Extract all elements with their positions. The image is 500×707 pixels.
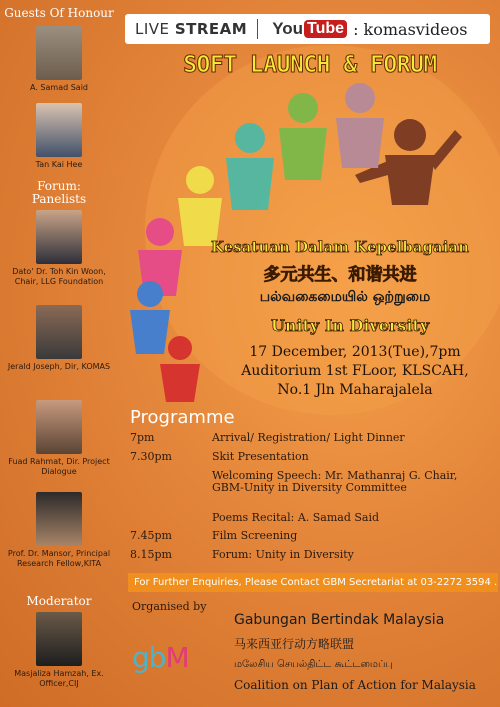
organiser-name-en: Gabungan Bertindak Malaysia xyxy=(234,612,445,628)
speaker-sidebar xyxy=(0,0,118,707)
theme-english: Unity In Diversity xyxy=(270,316,430,335)
youtube-channel: : komasvideos xyxy=(353,19,468,39)
speaker-name: Jerald Joseph, Dir, KOMAS xyxy=(7,362,111,371)
event-address: No.1 Jln Maharajalela xyxy=(277,382,433,398)
banner-divider xyxy=(257,19,258,39)
organiser-names xyxy=(234,612,494,692)
programme-desc: Poems Recital: A. Samad Said xyxy=(212,511,380,524)
guests-heading: Guests Of Honour xyxy=(4,6,114,20)
organised-by-label: Organised by xyxy=(132,600,207,613)
theme-malay: Kesatuan Dalam Kepelbagaian xyxy=(210,238,470,256)
speaker-name: Masjaliza Hamzah, Ex. Officer,CIJ xyxy=(14,669,104,688)
speaker-photo xyxy=(36,400,82,454)
enquiry-bar: For Further Enquiries, Please Contact GBM Secretariat at 03-2272 3594 . xyxy=(128,573,498,592)
speaker-photo xyxy=(36,492,82,546)
programme-time: 7.45pm xyxy=(130,529,172,542)
speaker-card xyxy=(0,305,118,372)
speaker-name: Fuad Rahmat, Dir. Project Dialogue xyxy=(8,457,110,476)
organiser-name-zh: 马来西亚行动方略联盟 xyxy=(234,637,355,651)
live-stream-banner xyxy=(125,14,490,44)
theme-tamil: பல்வகைமையில் ஒற்றுமை xyxy=(259,289,431,305)
programme-desc: Forum: Unity in Diversity xyxy=(212,548,354,561)
speaker-card xyxy=(0,492,118,569)
speaker-photo xyxy=(36,26,82,80)
programme-time: 7pm xyxy=(130,431,155,444)
organiser-name-ta: மலேசிய செயல்திட்ட கூட்டமைப்பு xyxy=(234,659,393,670)
programme-desc: Film Screening xyxy=(212,529,298,542)
event-venue: Auditorium 1st FLoor, KLSCAH, xyxy=(241,363,469,379)
speaker-name: Prof. Dr. Mansor, Principal Research Fellow,KITA xyxy=(7,549,111,568)
youtube-logo-you: You xyxy=(272,19,304,38)
speaker-name: A. Samad Said xyxy=(30,83,88,92)
speaker-name: Dato' Dr. Toh Kin Woon, Chair, LLG Foundation xyxy=(12,267,106,286)
programme-heading: Programme xyxy=(130,407,235,428)
programme-desc: Welcoming Speech: Mr. Mathanraj G. Chair, GBM-Unity in Diversity Committee xyxy=(212,469,458,494)
forum-heading: Forum: Panelists xyxy=(31,179,87,206)
gbm-logo: gbM xyxy=(132,641,189,674)
speaker-card xyxy=(0,612,118,689)
programme-desc: Skit Presentation xyxy=(212,450,309,463)
event-date: 17 December, 2013(Tue),7pm xyxy=(249,344,461,360)
speaker-card xyxy=(0,103,118,170)
live-stream-label: LIVE STREAM xyxy=(135,20,248,38)
organiser-name-translation: Coalition on Plan of Action for Malaysia xyxy=(234,678,476,692)
youtube-logo-tube: Tube xyxy=(304,20,347,38)
programme-time: 8.15pm xyxy=(130,548,172,561)
speaker-photo xyxy=(36,103,82,157)
programme-time: 7.30pm xyxy=(130,450,172,463)
speaker-photo xyxy=(36,612,82,666)
speaker-card xyxy=(0,400,118,477)
moderator-heading: Moderator xyxy=(26,594,92,608)
speaker-card xyxy=(0,210,118,287)
speaker-photo xyxy=(36,210,82,264)
speaker-name: Tan Kai Hee xyxy=(35,160,83,169)
speaker-photo xyxy=(36,305,82,359)
programme-desc: Arrival/ Registration/ Light Dinner xyxy=(212,431,405,444)
speaker-card xyxy=(0,26,118,93)
event-title: SOFT LAUNCH & FORUM xyxy=(183,52,437,78)
theme-chinese: 多元共生、和谐共进 xyxy=(263,265,417,285)
